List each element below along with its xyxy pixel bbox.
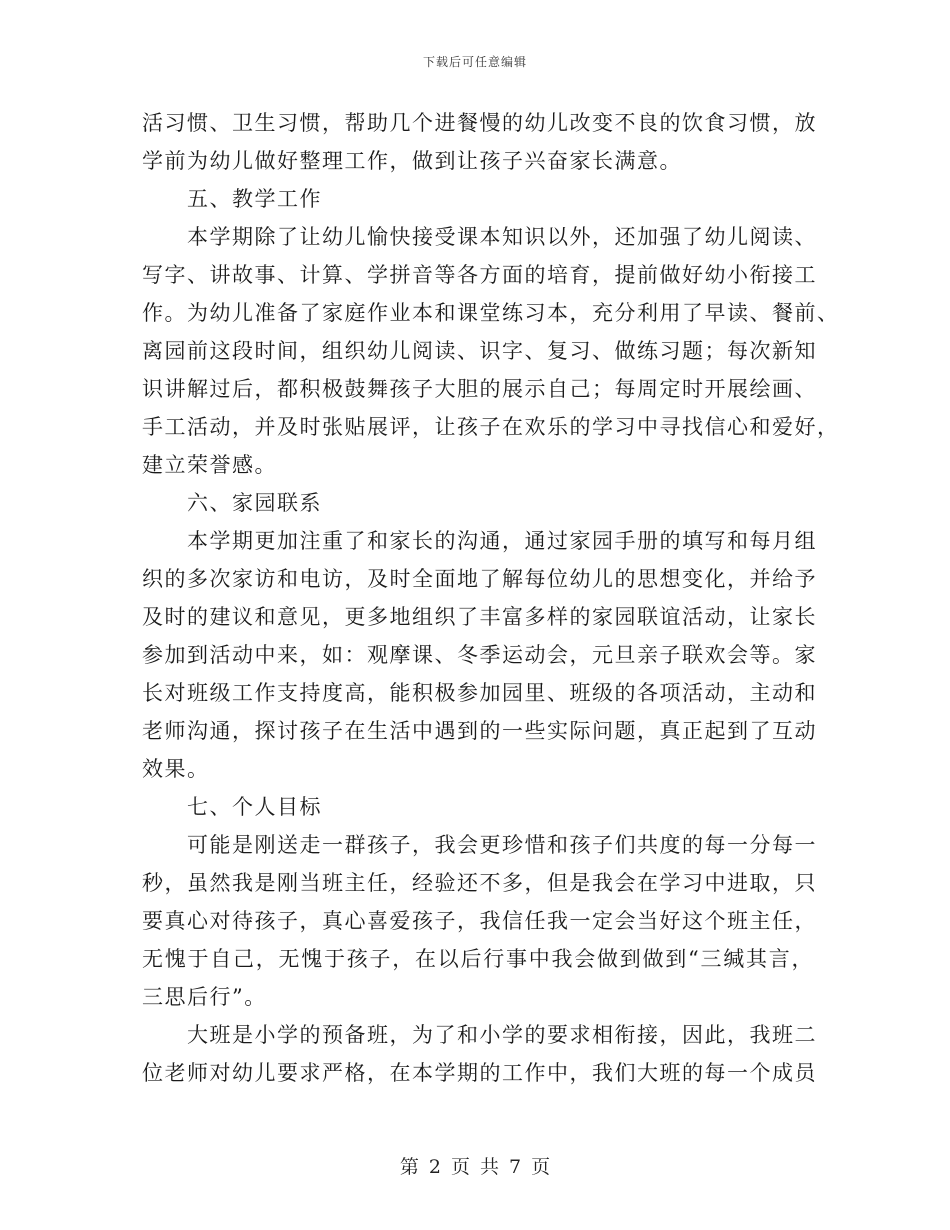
text-line: 老师沟通，探讨孩子在生活中遇到的一些实际问题，真正起到了互动 [142,719,817,743]
text-line: 秒，虽然我是刚当班主任，经验还不多，但是我会在学习中进取，只 [142,871,817,895]
text-line: 建立荣誉感。 [142,453,277,477]
text-line: 要真心对待孩子，真心喜爱孩子，我信任我一定会当好这个班主任， [142,909,817,933]
text-line: 位老师对幼儿要求严格，在本学期的工作中，我们大班的每一个成员 [142,1061,817,1085]
text-line: 织的多次家访和电访，及时全面地了解每位幼儿的思想变化，并给予 [142,567,817,591]
text-line: 写字、讲故事、计算、学拼音等各方面的培育，提前做好幼小衔接工 [142,263,817,287]
document-body [142,104,840,1092]
text-line: 本学期除了让幼儿愉快接受课本知识以外，还加强了幼儿阅读、 [187,225,817,249]
text-line: 手工活动，并及时张贴展评，让孩子在欢乐的学习中寻找信心和爱好， [142,415,840,439]
text-line: 及时的建议和意见，更多地组织了丰富多样的家园联谊活动，让家长 [142,605,817,629]
page-number-footer: 第 2 页 共 7 页 [399,1156,551,1178]
text-line: 长对班级工作支持度高，能积极参加园里、班级的各项活动，主动和 [142,681,817,705]
text-line: 识讲解过后，都积极鼓舞孩子大胆的展示自己；每周定时开展绘画、 [142,377,817,401]
text-line: 离园前这段时间，组织幼儿阅读、识字、复习、做练习题；每次新知 [142,339,817,363]
text-line: 可能是刚送走一群孩子，我会更珍惜和孩子们共度的每一分每一 [187,833,817,857]
text-line: 参加到活动中来，如：观摩课、冬季运动会，元旦亲子联欢会等。家 [142,643,817,667]
text-line: 作。为幼儿准备了家庭作业本和课堂练习本，充分利用了早读、餐前、 [142,301,840,325]
text-line: 三思后行”。 [142,985,267,1009]
text-line: 活习惯、卫生习惯，帮助几个进餐慢的幼儿改变不良的饮食习惯，放 [142,111,817,135]
page-header-note: 下载后可任意编辑 [422,55,527,69]
text-line: 大班是小学的预备班，为了和小学的要求相衔接，因此，我班二 [187,1023,817,1047]
text-line: 五、教学工作 [187,187,322,211]
text-line: 七、个人目标 [187,795,322,819]
text-line: 本学期更加注重了和家长的沟通，通过家园手册的填写和每月组 [187,529,817,553]
text-line: 六、家园联系 [187,491,322,515]
text-line: 学前为幼儿做好整理工作，做到让孩子兴奋家长满意。 [142,149,682,173]
text-line: 效果。 [142,757,210,781]
text-line: 无愧于自己，无愧于孩子，在以后行事中我会做到做到“三缄其言， [142,947,814,971]
